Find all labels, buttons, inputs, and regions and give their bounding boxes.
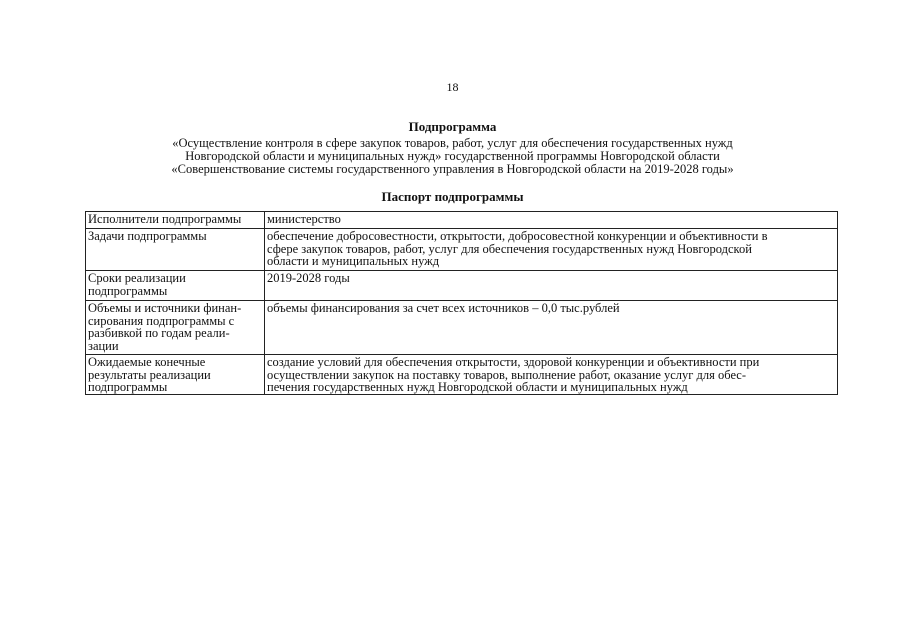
row-label <box>86 301 265 355</box>
row-label <box>86 212 265 229</box>
subtitle-line: «Осуществление контроля в сфере закупок товаров, работ, услуг для обеспечения государственных нужд <box>172 136 733 150</box>
row-value-text: объемы финансирования за счет всех источников – 0,0 тыс.рублей <box>267 301 620 315</box>
row-label <box>86 229 265 271</box>
subtitle-line: Новгородской области и муниципальных нужд» государственной программы Новгородской области <box>185 149 720 163</box>
subprogram-heading: Подпрограмма <box>408 119 497 134</box>
row-label-text: Исполнители подпрограммы <box>88 212 242 226</box>
table-row <box>86 212 838 229</box>
table-row <box>86 301 838 355</box>
subtitle-line: «Совершенствование системы государственного управления в Новгородской области на 2019-2028 годы» <box>171 162 734 176</box>
row-label-text: Ожидаемые конечные результаты реализации подпрограммы <box>88 355 211 394</box>
row-value <box>265 229 838 271</box>
passport-table <box>85 211 838 395</box>
row-value-text: обеспечение добросовестности, открытости, добросовестной конкуренции и объективности в сфере закупок товаров, работ, услуг для обеспечения государственных нужд Новгородской области и муниципальных нужд <box>267 229 768 268</box>
row-label <box>86 355 265 395</box>
table-row <box>86 355 838 395</box>
row-value <box>265 355 838 395</box>
subprogram-title <box>110 137 795 176</box>
row-value <box>265 301 838 355</box>
row-label <box>86 271 265 301</box>
row-value-text: 2019-2028 годы <box>267 271 350 285</box>
row-label-text: Задачи подпрограммы <box>88 229 207 243</box>
row-value-text: министерство <box>267 212 341 226</box>
page-number: 18 <box>446 80 459 94</box>
row-value <box>265 271 838 301</box>
table-row <box>86 229 838 271</box>
row-value <box>265 212 838 229</box>
passport-heading: Паспорт подпрограммы <box>381 189 524 204</box>
row-label-text: Объемы и источники финан- сирования подпрограммы с разбивкой по годам реали- зации <box>88 301 242 353</box>
table-row <box>86 271 838 301</box>
row-label-text: Сроки реализации подпрограммы <box>88 271 186 298</box>
row-value-text: создание условий для обеспечения открытости, здоровой конкуренции и объективности при осуществлении закупок на поставку товаров, выполнение работ, оказание услуг для обес- печения государственных нужд Новгородской области и муниципальных нужд <box>267 355 760 394</box>
